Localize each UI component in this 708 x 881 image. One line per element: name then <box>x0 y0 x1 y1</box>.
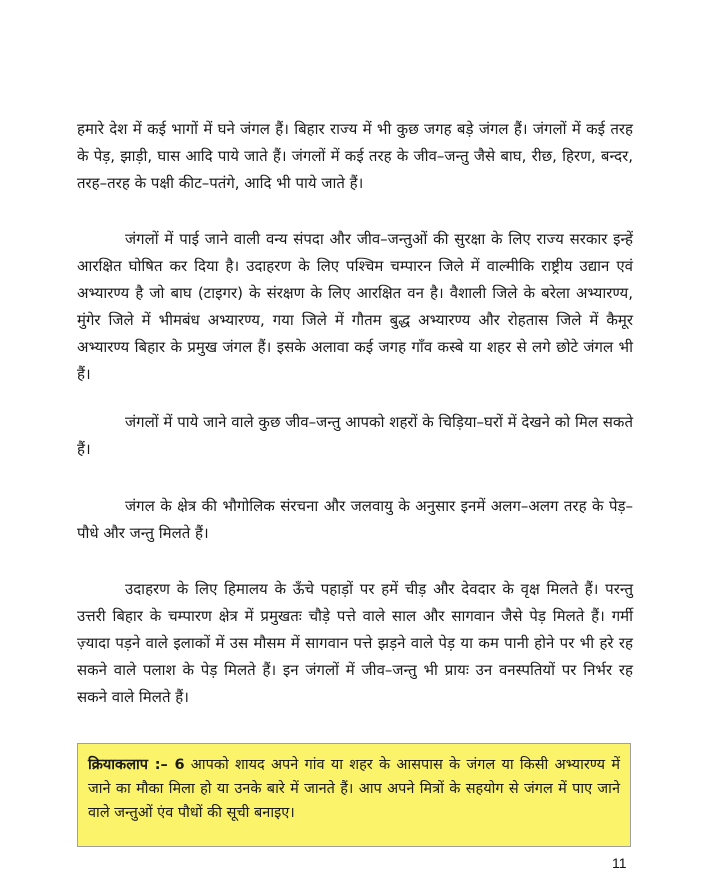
paragraph-himalaya-example: उदाहरण के लिए हिमालय के ऊँचे पहाड़ों पर हमें चीड़ और देवदार के वृक्ष मिलते हैं। परन्तु उत्तरी बिहार के चम्पारण क्षेत्र में प्रमुखतः चौड़े पत्ते वाले साल और सागवान जैसे पेड़ मिलते हैं। गर्मी ज़्यादा पड़ने वाले इलाकों में उस मौसम में सागवान पत्ते झड़ने वाले पेड़ या कम पानी होने पर भी हरे रह सकने वाले पलाश के पेड़ मिलते हैं। इन जंगलों में जीव–जन्तु भी प्रायः उन वनस्पतियों पर निर्भर रह सकने वाले मिलते हैं। <box>77 580 633 706</box>
paragraph-geography-climate: जंगल के क्षेत्र की भौगोलिक संरचना और जलवायु के अनुसार इनमें अलग–अलग तरह के पेड़–पौधे और जन्तु मिलते हैं। <box>77 497 633 542</box>
paragraph-zoo-animals: जंगलों में पाये जाने वाले कुछ जीव–जन्तु आपको शहरों के चिड़िया–घरों में देखने को मिल सकते हैं। <box>77 413 633 458</box>
activity-title: क्रियाकलाप :– 6 <box>88 757 185 773</box>
activity-box <box>77 743 631 847</box>
paragraph-reserved-forests: जंगलों में पाई जाने वाली वन्य संपदा और जीव–जन्तुओं की सुरक्षा के लिए राज्य सरकार इन्हें आरक्षित घोषित कर दिया है। उदाहरण के लिए पश्चिम चम्पारन जिले में वाल्मीकि राष्ट्रीय उद्यान एवं अभ्यारण्य है जो बाघ (टाइगर) के संरक्षण के लिए आरक्षित वन है। वैशाली जिले के बरेला अभ्यारण्य, मुंगेर जिले में भीमबंध अभ्यारण्य, गया जिले में गौतम बुद्ध अभ्यारण्य और रोहतास जिले में कैमूर अभ्यारण्य बिहार के प्रमुख जंगल हैं। इसके अलावा कई जगह गाँव कस्बे या शहर से लगे छोटे जंगल भी हैं। <box>77 230 633 383</box>
page-number: 11 <box>612 855 627 871</box>
activity-text: आपको शायद अपने गांव या शहर के आसपास के जंगल या किसी अभ्यारण्य में जाने का मौका मिला हो या उनके बारे में जानते हैं। आप अपने मित्रों के सहयोग से जंगल में पाए जाने वाले जन्तुओं एंव पौधों की सूची बनाइए। <box>88 757 620 821</box>
paragraph-forests-intro: हमारे देश में कई भागों में घने जंगल हैं। बिहार राज्य में भी कुछ जगह बड़े जंगल हैं। जंगलों में कई तरह के पेड़, झाड़ी, घास आदि पाये जाते हैं। जंगलों में कई तरह के जीव–जन्तु जैसे बाघ, रीछ, हिरण, बन्दर, तरह–तरह के पक्षी कीट–पतंगे, आदि भी पाये जाते हैं। <box>77 120 633 192</box>
